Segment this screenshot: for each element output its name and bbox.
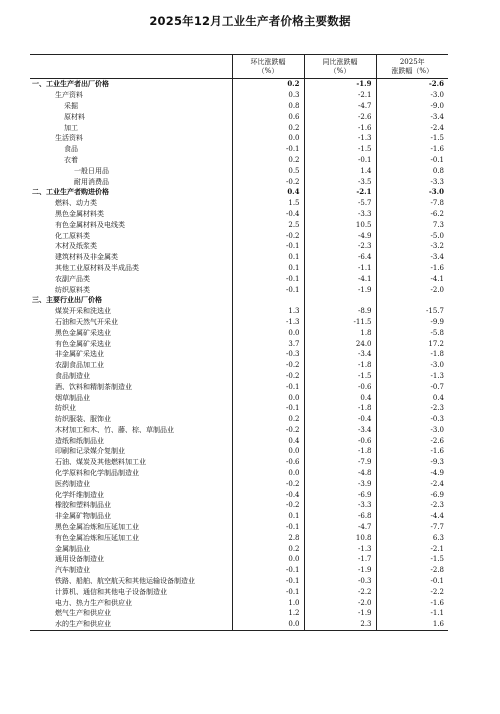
row-year-value: -5.8 [376,327,448,338]
row-label: 石油和天然气开采业 [55,317,118,326]
table-row [30,576,448,587]
row-label: 三、主要行业出厂价格 [32,295,102,305]
row-label: 二、工业生产者购进价格 [32,187,109,197]
row-label: 电力、热力生产和供应业 [55,598,132,607]
row-mom-value: 0.1 [232,511,304,522]
row-yoy-value: -0.6 [304,381,376,392]
row-yoy-value: -3.9 [304,478,376,489]
row-year-value: -3.4 [376,111,448,122]
row-label: 石油、煤炭及其他燃料加工业 [55,458,146,467]
row-label: 造纸和纸制品业 [55,436,104,445]
row-mom-value: -0.1 [232,381,304,392]
table-row [30,597,448,608]
row-year-value: -3.0 [376,425,448,436]
row-label: 耐用消费品 [74,177,109,186]
table-row [30,619,448,630]
row-mom-value: 0.0 [232,554,304,565]
row-mom-value: -0.1 [232,241,304,252]
row-mom-value: 0.0 [232,327,304,338]
table-row [30,478,448,489]
row-year-value: 6.3 [376,532,448,543]
row-label: 建筑材料及非金属类 [55,253,118,262]
row-mom-value: 0.0 [232,133,304,144]
row-mom-value: 0.2 [232,543,304,554]
header-yoy-line1: 同比涨跌幅 [322,57,358,66]
table-row [30,608,448,619]
row-yoy-value: -1.7 [304,554,376,565]
row-year-value: -6.9 [376,489,448,500]
price-data-table [30,54,448,631]
row-label: 燃气生产和供应业 [55,609,111,618]
row-label: 非金属矿物制品业 [55,512,111,521]
row-mom-value: 1.5 [232,198,304,209]
row-year-value: -1.6 [376,446,448,457]
row-year-value: -0.1 [376,576,448,587]
row-yoy-value: -2.1 [304,90,376,101]
table-row [30,435,448,446]
table-row [30,219,448,230]
row-mom-value: -0.1 [232,576,304,587]
row-year-value: -7.8 [376,198,448,209]
row-label: 农副食品加工业 [55,361,104,370]
row-year-value: -3.0 [376,360,448,371]
row-label: 纺织原料类 [55,285,90,294]
row-year-value: -2.2 [376,586,448,597]
row-label: 有色金属矿采选业 [55,339,111,348]
row-year-value: -1.3 [376,371,448,382]
row-yoy-value: -2.2 [304,586,376,597]
row-year-value: -3.2 [376,241,448,252]
row-yoy-value: -4.8 [304,468,376,479]
row-mom-value: 1.0 [232,597,304,608]
table-row [30,543,448,554]
table-row [30,273,448,284]
row-mom-value: 0.2 [232,122,304,133]
row-mom-value: 0.4 [232,435,304,446]
row-label: 木材加工和木、竹、藤、棕、草制品业 [55,425,174,434]
row-mom-value: 0.1 [232,252,304,263]
row-label: 燃料、动力类 [55,199,97,208]
row-mom-value: -0.2 [232,371,304,382]
row-yoy-value: -3.4 [304,349,376,360]
row-mom-value: 2.5 [232,219,304,230]
row-year-value: -2.8 [376,565,448,576]
row-label: 食品 [64,145,78,154]
row-mom-value: -0.2 [232,360,304,371]
row-year-value: 0.8 [376,165,448,176]
table-row [30,122,448,133]
row-year-value: -1.8 [376,349,448,360]
table-row [30,284,448,295]
table-row [30,371,448,382]
row-mom-value: -0.2 [232,425,304,436]
row-label: 有色金属冶炼和压延加工业 [55,533,139,542]
row-mom-value: 0.3 [232,90,304,101]
row-yoy-value: -1.8 [304,360,376,371]
row-year-value: 17.2 [376,338,448,349]
row-label: 医药制造业 [55,479,90,488]
row-yoy-value: -0.1 [304,155,376,166]
row-yoy-value: -2.0 [304,597,376,608]
row-yoy-value: -4.9 [304,230,376,241]
row-yoy-value: -4.7 [304,101,376,112]
row-label: 其他工业原材料及半成品类 [55,263,139,272]
row-yoy-value: -2.3 [304,241,376,252]
header-yoy [304,55,376,79]
row-yoy-value: 1.8 [304,327,376,338]
row-yoy-value: -1.5 [304,144,376,155]
row-mom-value: -0.1 [232,144,304,155]
row-mom-value: 1.2 [232,608,304,619]
row-yoy-value: -1.1 [304,263,376,274]
row-mom-value: 0.4 [232,187,304,198]
row-label: 烟草制品业 [55,393,90,402]
row-year-value: -2.0 [376,284,448,295]
row-mom-value: 0.5 [232,165,304,176]
row-label: 采掘 [64,101,78,110]
table-row [30,338,448,349]
row-label: 金属制品业 [55,544,90,553]
table-row [30,457,448,468]
row-label: 一般日用品 [74,166,109,175]
row-label: 农副产品类 [55,274,90,283]
row-yoy-value: -0.3 [304,576,376,587]
row-year-value: -1.5 [376,554,448,565]
table-row [30,532,448,543]
row-label: 非金属矿采选业 [55,350,104,359]
header-year-line1: 2025年 [399,57,425,66]
table-row [30,327,448,338]
table-row [30,414,448,425]
row-yoy-value: -1.8 [304,446,376,457]
row-label: 一、工业生产者出厂价格 [32,79,109,89]
row-yoy-value: -1.9 [304,79,376,90]
row-year-value: 1.6 [376,619,448,630]
row-yoy-value: 24.0 [304,338,376,349]
row-year-value: -1.1 [376,608,448,619]
page-title: 2025年12月工业生产者价格主要数据 [149,14,351,28]
table-body [30,79,448,631]
row-label: 纺织服装、服饰业 [55,415,111,424]
row-yoy-value: -1.3 [304,133,376,144]
table-row [30,198,448,209]
row-mom-value: -0.2 [232,230,304,241]
row-yoy-value: 10.8 [304,532,376,543]
table-row [30,155,448,166]
row-label: 化学原料和化学制品制造业 [55,469,139,478]
table-row [30,252,448,263]
table-row [30,90,448,101]
row-mom-value: -0.4 [232,209,304,220]
table-row [30,381,448,392]
row-yoy-value: -0.4 [304,414,376,425]
row-mom-value: 0.2 [232,155,304,166]
row-yoy-value: -3.3 [304,209,376,220]
row-year-value: -1.6 [376,144,448,155]
row-mom-value: -0.1 [232,403,304,414]
row-label: 印刷和记录媒介复制业 [55,447,125,456]
table-row [30,500,448,511]
row-label: 黑色金属材料类 [55,209,104,218]
row-label: 加工 [64,123,78,132]
row-mom-value: -0.2 [232,176,304,187]
row-year-value: -4.4 [376,511,448,522]
row-label: 铁路、船舶、航空航天和其他运输设备制造业 [55,577,195,586]
row-year-value: -3.3 [376,176,448,187]
table-row [30,511,448,522]
row-label: 原材料 [64,112,85,121]
row-label: 汽车制造业 [55,566,90,575]
row-year-value: -3.0 [376,90,448,101]
row-label: 纺织业 [55,404,76,413]
table-row [30,425,448,436]
row-yoy-value: -2.6 [304,111,376,122]
row-mom-value: -0.1 [232,522,304,533]
row-yoy-value: -2.1 [304,187,376,198]
row-year-value: -2.4 [376,122,448,133]
table-row [30,522,448,533]
table-row [30,144,448,155]
row-mom-value: 1.3 [232,306,304,317]
row-label: 化学纤维制造业 [55,490,104,499]
table-row [30,586,448,597]
row-year-value: -9.9 [376,317,448,328]
row-yoy-value: -1.8 [304,403,376,414]
row-year-value: -1.5 [376,133,448,144]
row-yoy-value: -7.9 [304,457,376,468]
row-label: 食品制造业 [55,371,90,380]
table-row [30,446,448,457]
table-row [30,111,448,122]
table-row [30,392,448,403]
row-yoy-value: -8.9 [304,306,376,317]
row-yoy-value: -5.7 [304,198,376,209]
row-mom-value: -0.2 [232,500,304,511]
row-mom-value: 0.0 [232,392,304,403]
row-label: 生产资料 [55,91,83,100]
row-mom-value: -0.1 [232,586,304,597]
row-year-value: -9.0 [376,101,448,112]
row-yoy-value [304,295,376,306]
row-year-value: -1.6 [376,263,448,274]
row-mom-value [232,295,304,306]
row-year-value: -2.6 [376,79,448,90]
table-row [30,565,448,576]
row-mom-value: 0.2 [232,79,304,90]
table-row [30,489,448,500]
header-blank [30,55,232,79]
row-year-value: -3.0 [376,187,448,198]
row-yoy-value: -0.6 [304,435,376,446]
row-mom-value: -0.2 [232,478,304,489]
row-mom-value: -0.4 [232,489,304,500]
row-yoy-value: 0.4 [304,392,376,403]
row-year-value: -15.7 [376,306,448,317]
row-mom-value: 0.0 [232,468,304,479]
row-label: 有色金属材料及电线类 [55,220,125,229]
row-year-value: -5.0 [376,230,448,241]
table-row [30,349,448,360]
row-yoy-value: 2.3 [304,619,376,630]
row-year-value: -9.3 [376,457,448,468]
row-label: 橡胶和塑料制品业 [55,501,111,510]
row-year-value: -2.6 [376,435,448,446]
row-label: 衣着 [64,155,78,164]
row-yoy-value: -1.3 [304,543,376,554]
row-label: 煤炭开采和洗选业 [55,307,111,316]
row-yoy-value: -3.4 [304,425,376,436]
row-year-value: -2.1 [376,543,448,554]
row-year-value: -2.3 [376,500,448,511]
row-yoy-value: -1.9 [304,608,376,619]
table-row [30,101,448,112]
row-yoy-value: -4.1 [304,273,376,284]
row-yoy-value: -1.5 [304,371,376,382]
table-row [30,187,448,198]
header-mom-line2: （%） [257,66,279,75]
row-yoy-value: -6.9 [304,489,376,500]
row-mom-value: 0.0 [232,446,304,457]
row-mom-value: -0.1 [232,565,304,576]
row-mom-value: 0.2 [232,414,304,425]
row-year-value: -7.7 [376,522,448,533]
table-row [30,176,448,187]
row-yoy-value: -3.5 [304,176,376,187]
table-row [30,79,448,90]
row-year-value: -1.6 [376,597,448,608]
header-mom [232,55,304,79]
row-mom-value: -0.6 [232,457,304,468]
row-year-value [376,295,448,306]
table-row [30,241,448,252]
row-yoy-value: -6.4 [304,252,376,263]
row-label: 黑色金属冶炼和压延加工业 [55,523,139,532]
row-yoy-value: -1.9 [304,284,376,295]
row-yoy-value: -6.8 [304,511,376,522]
row-year-value: -0.7 [376,381,448,392]
table-row [30,554,448,565]
row-yoy-value: -3.3 [304,500,376,511]
table-row [30,230,448,241]
row-label: 生活资料 [55,134,83,143]
row-year-value: -2.3 [376,403,448,414]
row-label: 酒、饮料和精制茶制造业 [55,382,132,391]
row-mom-value: 2.8 [232,532,304,543]
table-row [30,263,448,274]
row-mom-value: -1.3 [232,317,304,328]
row-year-value: -0.1 [376,155,448,166]
row-year-value: -3.4 [376,252,448,263]
row-label: 通用设备制造业 [55,555,104,564]
row-mom-value: -0.1 [232,284,304,295]
row-year-value: -2.4 [376,478,448,489]
row-year-value: -4.1 [376,273,448,284]
row-year-value: -6.2 [376,209,448,220]
row-mom-value: -0.3 [232,349,304,360]
table-row [30,306,448,317]
table-row [30,165,448,176]
header-year-line2: 涨跌幅（%） [391,66,434,75]
row-mom-value: 0.0 [232,619,304,630]
table-row [30,317,448,328]
row-yoy-value: -1.6 [304,122,376,133]
row-year-value: 0.4 [376,392,448,403]
row-yoy-value: -11.5 [304,317,376,328]
table-row [30,209,448,220]
header-year [376,55,448,79]
row-label: 黑色金属矿采选业 [55,328,111,337]
row-mom-value: -0.1 [232,273,304,284]
row-mom-value: 0.1 [232,263,304,274]
header-mom-line1: 环比涨跌幅 [250,57,286,66]
row-mom-value: 0.8 [232,101,304,112]
row-yoy-value: 10.5 [304,219,376,230]
row-label: 木材及纸浆类 [55,242,97,251]
row-label: 化工原料类 [55,231,90,240]
row-label: 水的生产和供应业 [30,619,232,630]
row-year-value: -0.3 [376,414,448,425]
table-row [30,295,448,306]
table-header-row [30,55,448,79]
header-yoy-line2: （%） [329,66,351,75]
table-row [30,133,448,144]
row-mom-value: 0.6 [232,111,304,122]
row-year-value: -4.9 [376,468,448,479]
row-mom-value: 3.7 [232,338,304,349]
row-year-value: 7.3 [376,219,448,230]
row-yoy-value: -4.7 [304,522,376,533]
table-row [30,360,448,371]
row-yoy-value: -1.9 [304,565,376,576]
table-row [30,403,448,414]
table-row [30,468,448,479]
row-label: 计算机、通信和其他电子设备制造业 [55,587,167,596]
row-yoy-value: 1.4 [304,165,376,176]
